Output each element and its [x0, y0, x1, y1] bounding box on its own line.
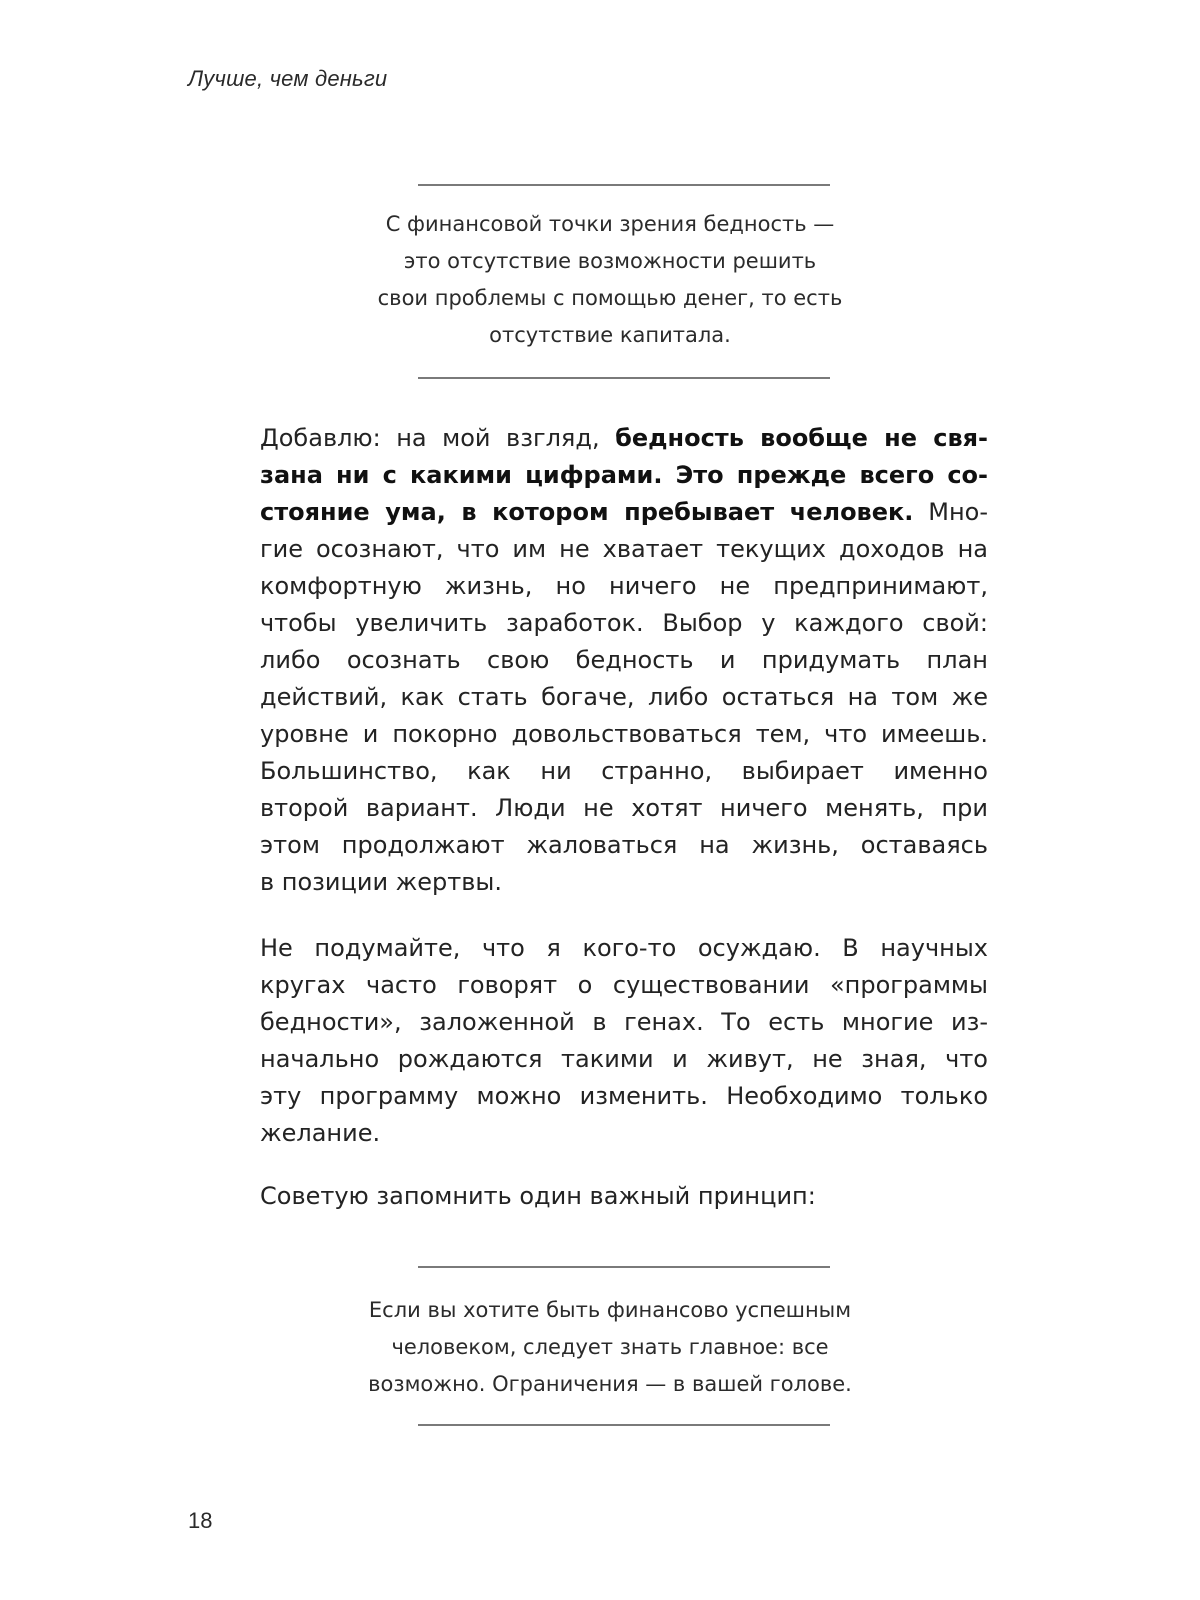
- text-line: желание.: [260, 1119, 381, 1147]
- text-line: Не подумайте, что я кого-то осуждаю. В научных: [260, 934, 988, 962]
- quote-rule-top: [418, 184, 830, 186]
- text-line: [260, 457, 988, 494]
- text-line: [260, 494, 988, 531]
- quote-line: возможно. Ограничения — в вашей голове.: [368, 1372, 852, 1396]
- paragraph-3: [260, 1178, 988, 1215]
- text-line: эту программу можно изменить. Необходимо только: [260, 1082, 988, 1110]
- pull-quote-2: [360, 1292, 860, 1403]
- text-line: гие осознают, что им не хватает текущих доходов на: [260, 535, 988, 563]
- text-line: в позиции жертвы.: [260, 868, 502, 896]
- pull-quote-1: [360, 206, 860, 354]
- text-line: Большинство, как ни странно, выбирает именно: [260, 757, 988, 785]
- emphasis-text: зана ни с какими цифрами. Это прежде всего со-: [260, 461, 988, 489]
- quote-line: С финансовой точки зрения бедность —: [385, 212, 835, 236]
- quote-line: Если вы хотите быть финансово успешным: [368, 1298, 852, 1322]
- quote-line: это отсутствие возможности решить: [403, 249, 817, 273]
- text-line: второй вариант. Люди не хотят ничего менять, при: [260, 794, 988, 822]
- text-line: бедности», заложенной в генах. То есть многие из-: [260, 1008, 988, 1036]
- quote-rule-bottom: [418, 1424, 830, 1426]
- text-line: [260, 420, 988, 457]
- emphasis-text: стояние ума, в котором пребывает человек.: [260, 498, 914, 526]
- text-line: кругах часто говорят о существовании «программы: [260, 971, 988, 999]
- paragraph-lead: Добавлю: на мой взгляд,: [260, 424, 616, 452]
- text-line: Советую запомнить один важный принцип:: [260, 1182, 816, 1210]
- paragraph-2: [260, 930, 988, 1152]
- quote-line: свои проблемы с помощью денег, то есть: [377, 286, 843, 310]
- text-line: уровне и покорно довольствоваться тем, что имеешь.: [260, 720, 988, 748]
- text-line: либо осознать свою бедность и придумать план: [260, 646, 988, 674]
- page-number: 18: [188, 1508, 213, 1533]
- quote-line: человеком, следует знать главное: все: [391, 1335, 829, 1359]
- quote-rule-top: [418, 1266, 830, 1268]
- text-line: действий, как стать богаче, либо остаться на том же: [260, 683, 988, 711]
- paragraph-text: Мно-: [913, 498, 988, 526]
- text-line: чтобы увеличить заработок. Выбор у каждого свой:: [260, 609, 988, 637]
- paragraph-1: [260, 420, 988, 901]
- emphasis-text: бедность вообще не свя-: [615, 424, 989, 452]
- quote-rule-bottom: [418, 377, 830, 379]
- quote-line: отсутствие капитала.: [489, 323, 731, 347]
- running-head: Лучше, чем деньги: [188, 66, 388, 91]
- text-line: начально рождаются такими и живут, не зная, что: [260, 1045, 988, 1073]
- text-line: комфортную жизнь, но ничего не предпринимают,: [260, 572, 988, 600]
- text-line: этом продолжают жаловаться на жизнь, оставаясь: [260, 831, 988, 859]
